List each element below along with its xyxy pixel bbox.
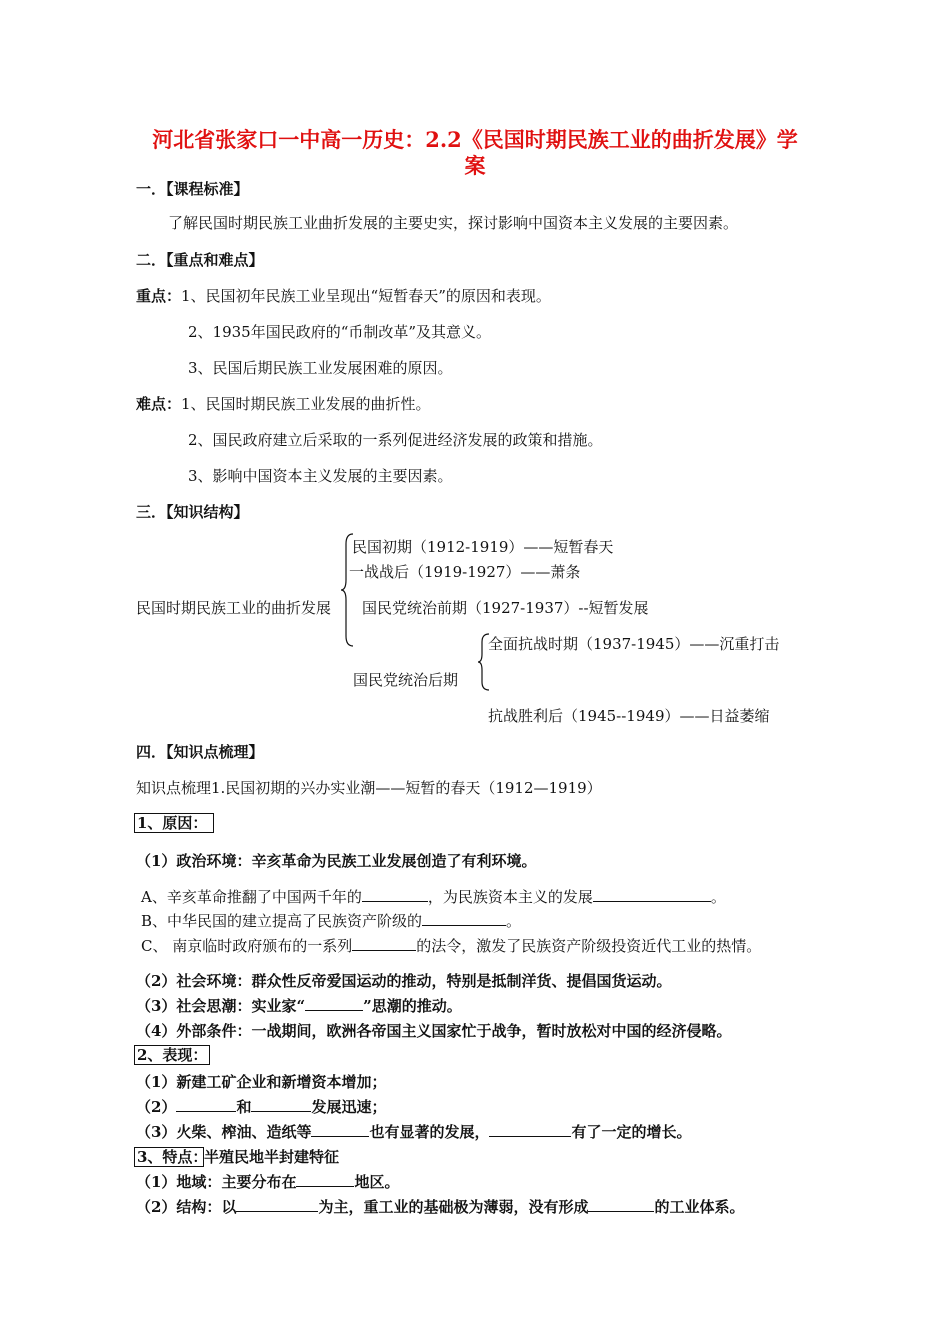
structure-sub-branch: 全面抗战时期（1937-1945）——沉重打击: [488, 635, 780, 653]
difficult-points-row-1: [136, 393, 431, 414]
section-heading-points: 四．【知识点梳理】: [136, 743, 264, 761]
section-heading-standard: 一．【课程标准】: [136, 180, 249, 198]
structure-branch: 一战战后（1919-1927）——萧条: [349, 563, 581, 581]
blank: [251, 1097, 311, 1112]
page-title-line1: 河北省张家口一中高一历史：2.2《民国时期民族工业的曲折发展》学: [152, 127, 798, 152]
blank: [593, 887, 711, 902]
difficult-label: 难点：: [136, 395, 182, 413]
standard-text: 了解民国时期民族工业曲折发展的主要史实，探讨影响中国资本主义发展的主要因素。: [168, 214, 739, 232]
key-point: 2、1935年国民政府的“币制改革”及其意义。: [188, 323, 492, 341]
point-1-4: （4）外部条件：一战期间，欧洲各帝国主义国家忙于战争，暂时放松对中国的经济侵略。: [136, 1022, 732, 1040]
blank: [305, 996, 363, 1011]
key-point: 1、民国初年民族工业呈现出“短暂春天”的原因和表现。: [181, 287, 551, 305]
point-1-3: （3）社会思潮：实业家“ ”思潮的推动。: [136, 997, 462, 1015]
point-1-2: （2）社会环境：群众性反帝爱国运动的推动，特别是抵制洋货、提倡国货运动。: [136, 972, 672, 990]
section-heading-key-difficult: 二．【重点和难点】: [136, 251, 264, 269]
structure-branch: 国民党统治后期: [353, 671, 459, 689]
blank: [296, 1172, 354, 1187]
structure-branch: 国民党统治前期（1927-1937）--短暂发展: [362, 599, 649, 617]
blank: [311, 1122, 369, 1137]
structure-branch: 民国初期（1912-1919）——短暂春天: [352, 538, 614, 556]
blank: [489, 1122, 571, 1137]
difficult-point: 3、影响中国资本主义发展的主要因素。: [188, 467, 453, 485]
points-intro: 知识点梳理1.民国初期的兴办实业潮——短暂的春天（1912—1919）: [136, 779, 602, 797]
blank: [176, 1097, 236, 1112]
section-heading-structure: 三．【知识结构】: [136, 503, 249, 521]
point-3-label: 3、特点：半殖民地半封建特征: [134, 1146, 339, 1167]
blank: [362, 887, 428, 902]
key-points-row-1: [136, 285, 551, 306]
point-2-1: （1）新建工矿企业和新增资本增加；: [136, 1073, 387, 1091]
blank: [422, 911, 506, 926]
difficult-point: 1、民国时期民族工业发展的曲折性。: [181, 395, 431, 413]
difficult-point: 2、国民政府建立后采取的一系列促进经济发展的政策和措施。: [188, 431, 603, 449]
structure-sub-branch: 抗战胜利后（1945--1949）——日益萎缩: [488, 707, 770, 725]
structure-root: 民国时期民族工业的曲折发展: [136, 599, 332, 617]
blank: [588, 1197, 654, 1212]
point-2-2: （2） 和 发展迅速；: [136, 1098, 387, 1116]
point-1-c: C、 南京临时政府颁布的一系列 的法令，激发了民族资产阶级投资近代工业的热情。: [141, 937, 762, 955]
point-1-label: 1、原因：: [134, 813, 214, 833]
point-2-3: （3）火柴、榨油、造纸等 也有显著的发展， 有了一定的增长。: [136, 1123, 692, 1141]
key-label: 重点：: [136, 287, 182, 305]
point-1-b: B、中华民国的建立提高了民族资产阶级的 。: [141, 912, 522, 930]
point-3-2: （2）结构：以 为主，重工业的基础极为薄弱，没有形成 的工业体系。: [136, 1198, 745, 1216]
blank: [352, 936, 416, 951]
point-1-1: （1）政治环境：辛亥革命为民族工业发展创造了有利环境。: [136, 852, 537, 870]
blank: [236, 1197, 318, 1212]
page-title-line2: 案: [464, 153, 486, 178]
point-3-1: （1）地域：主要分布在 地区。: [136, 1173, 400, 1191]
key-point: 3、民国后期民族工业发展困难的原因。: [188, 359, 453, 377]
point-1-a: A、辛亥革命推翻了中国两千年的 ，为民族资本主义的发展 。: [141, 888, 726, 906]
point-2-label: 2、表现：: [134, 1045, 210, 1065]
